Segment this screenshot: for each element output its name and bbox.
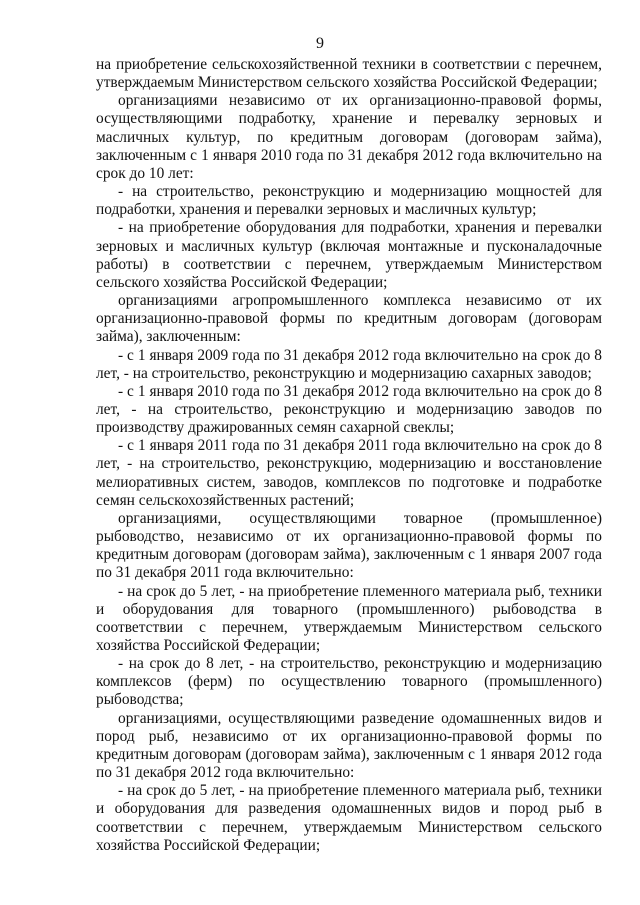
paragraph-6: - с 1 января 2009 года по 31 декабря 2012 года включительно на срок до 8 лет, - на строительство, реконструкцию и модернизацию сахарных заводов; (96, 346, 602, 382)
paragraph-10: - на срок до 5 лет, - на приобретение племенного материала рыб, техники и оборудования для товарного (промышленного) рыбоводства в соответствии с перечнем, утверждаемым Министерством сельского хозяйства Российской Федерации; (96, 582, 602, 654)
page-number: 9 (316, 35, 324, 52)
paragraph-11: - на срок до 8 лет, - на строительство, реконструкцию и модернизацию комплексов (ферм) по осуществлению товарного (промышленного) рыбоводства; (96, 655, 602, 709)
paragraph-9: организациями, осуществляющими товарное (промышленное) рыбоводство, независимо от их организационно-правовой формы по кредитным договорам (договорам займа), заключенным с 1 января 2007 года по 31 декабря 2011 года включительно: (96, 509, 602, 582)
document-body (96, 56, 602, 855)
paragraph-7: - с 1 января 2010 года по 31 декабря 2012 года включительно на срок до 8 лет, - на строительство, реконструкцию и модернизацию заводов по производству дражированных семян сахарной свеклы; (96, 382, 602, 437)
paragraph-1: на приобретение сельскохозяйственной техники в соответствии с перечнем, утверждаемым Министерством сельского хозяйства Российской Федерации; (96, 56, 602, 92)
paragraph-8: - с 1 января 2011 года по 31 декабря 2011 года включительно на срок до 8 лет, - на строительство, реконструкцию, модернизацию и восстановление мелиоративных систем, заводов, комплексов по подготовке и подработке семян сельскохозяйственных растений; (96, 437, 602, 509)
paragraph-12: организациями, осуществляющими разведение одомашненных видов и пород рыб, независимо от их организационно-правовой формы по кредитным договорам (договорам займа), заключенным с 1 января 2012 года по 31 декабря 2012 года включительно: (96, 709, 602, 782)
paragraph-5: организациями агропромышленного комплекса независимо от их организационно-правовой формы по кредитным договорам (договорам займа), заключенным: (96, 292, 602, 346)
paragraph-4: - на приобретение оборудования для подработки, хранения и перевалки зерновых и масличных культур (включая монтажные и пусконаладочные работы) в соответствии с перечнем, утверждаемым Министерством сельского хозяйства Российской Федерации; (96, 219, 602, 291)
paragraph-2: организациями независимо от их организационно-правовой формы, осуществляющими подработку, хранение и перевалку зерновых и масличных культур, по кредитным договорам (договорам займа), заключенным с 1 января 2010 года по 31 декабря 2012 года включительно на срок до 10 лет: (96, 92, 602, 182)
paragraph-13: - на срок до 5 лет, - на приобретение племенного материала рыб, техники и оборудования для разведения одомашненных видов и пород рыб в соответствии с перечнем, утверждаемым Министерством сельского хозяйства Российской Федерации; (96, 782, 602, 854)
paragraph-3: - на строительство, реконструкцию и модернизацию мощностей для подработки, хранения и перевалки зерновых и масличных культур; (96, 183, 602, 219)
